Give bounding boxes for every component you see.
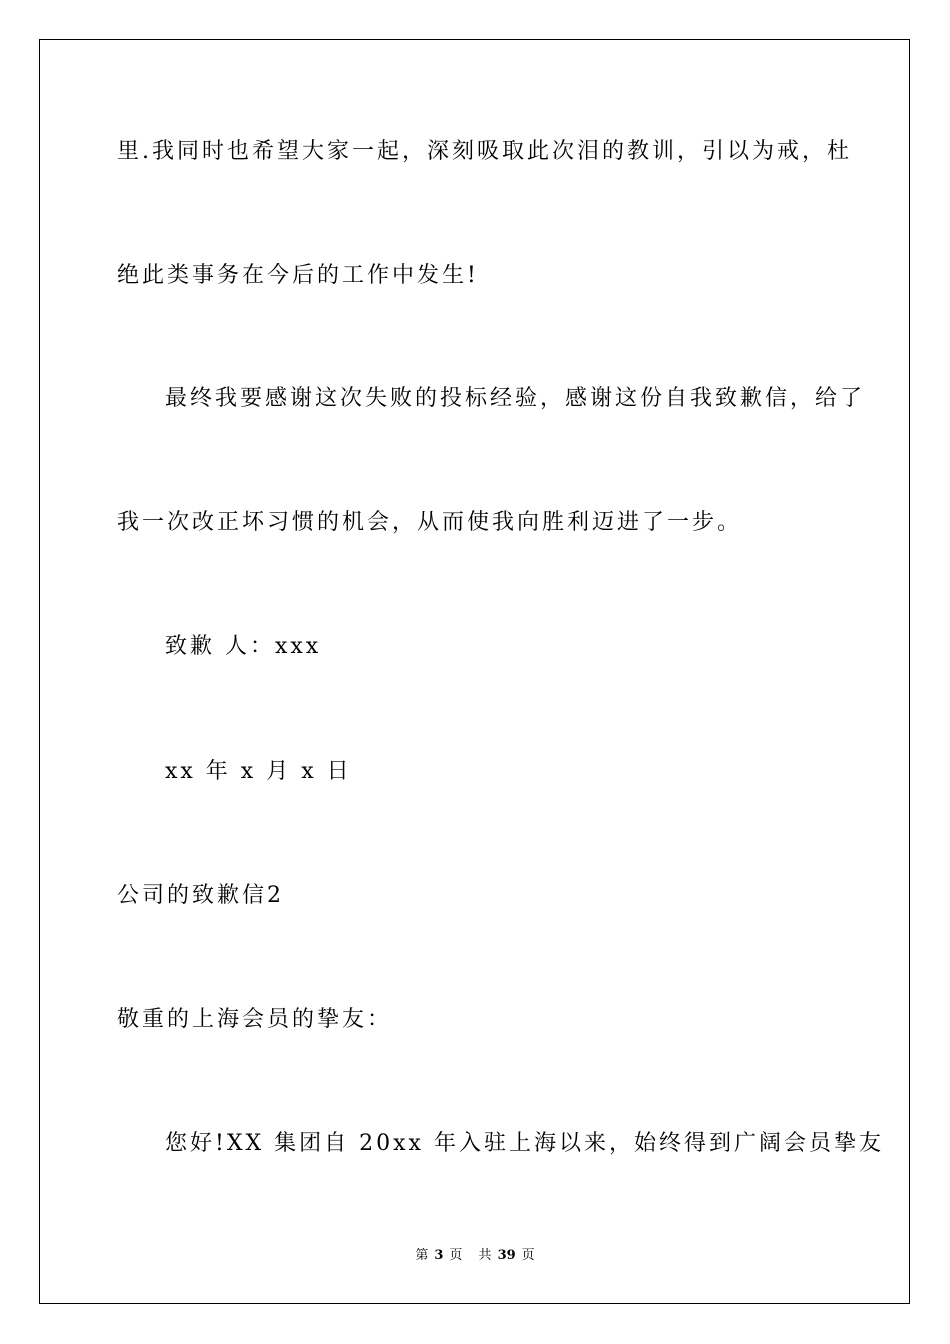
section-heading: 公司的致歉信2 xyxy=(117,883,284,908)
page-number: 3 xyxy=(434,1248,444,1263)
page-indicator xyxy=(412,1248,465,1263)
body-line-5: 您好!XX 集团自 20xx 年入驻上海以来，始终得到广阔会员挚友 xyxy=(165,1131,884,1156)
body-line-2: 绝此类事务在今后的工作中发生! xyxy=(117,263,479,288)
signature-line: 致歉 人：xxx xyxy=(165,634,322,659)
total-indicator xyxy=(476,1248,538,1263)
page-footer xyxy=(0,1247,950,1265)
body-line-1: 里.我同时也希望大家一起，深刻吸取此次泪的教训，引以为戒，杜 xyxy=(117,139,852,164)
total-pages: 39 xyxy=(497,1248,516,1263)
body-line-3: 最终我要感谢这次失败的投标经验，感谢这份自我致歉信，给了 xyxy=(165,386,866,411)
date-line: xx 年 x 月 x 日 xyxy=(165,759,352,784)
total-prefix: 共 xyxy=(478,1248,492,1263)
page-suffix: 页 xyxy=(449,1248,463,1263)
body-line-4: 我一次改正坏习惯的机会，从而使我向胜利迈进了一步。 xyxy=(117,510,743,535)
page-prefix: 第 xyxy=(415,1248,429,1263)
salutation-line: 敬重的上海会员的挚友： xyxy=(117,1007,393,1032)
total-suffix: 页 xyxy=(521,1248,535,1263)
page-border xyxy=(39,39,910,1304)
